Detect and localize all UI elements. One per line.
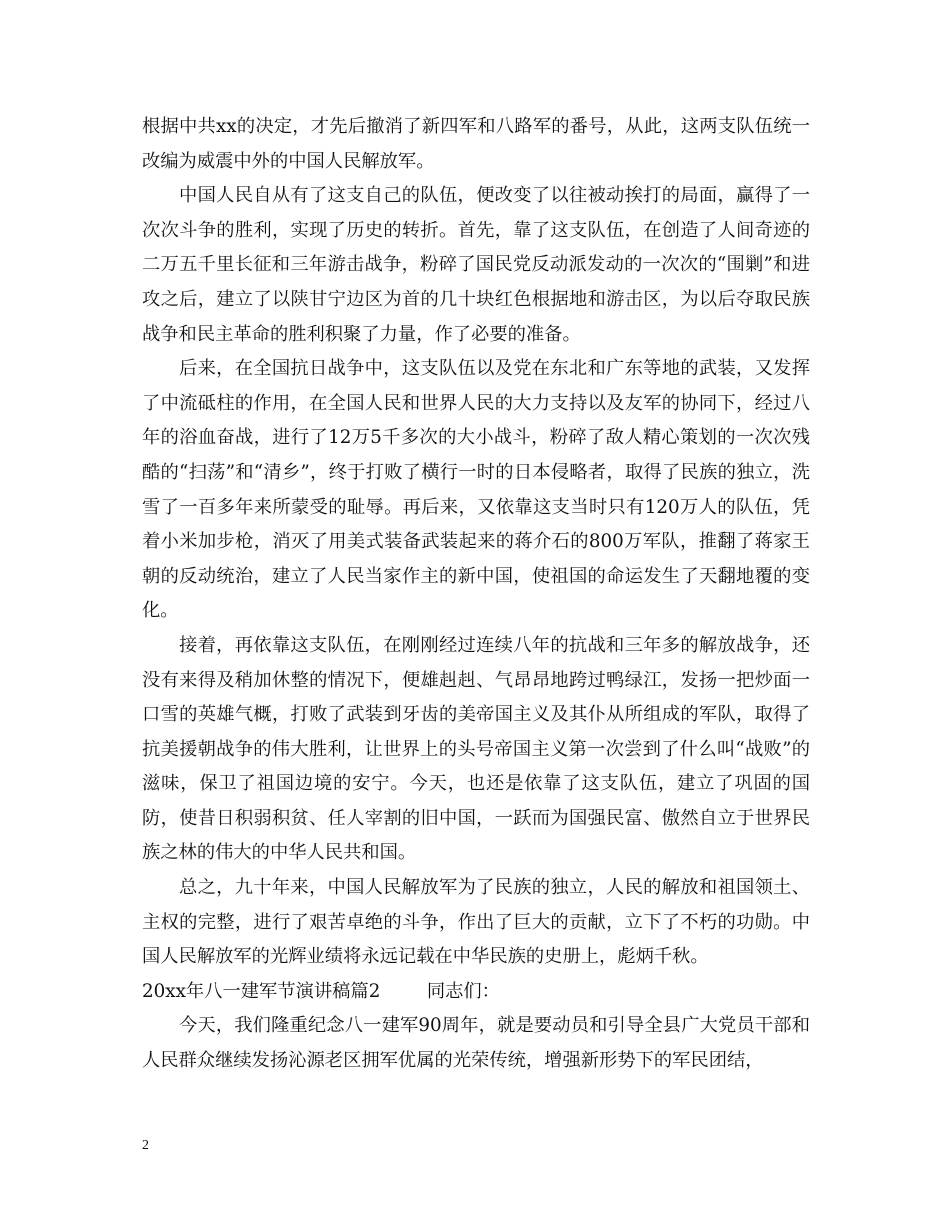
paragraph-decision: 根据中共xx的决定，才先后撤消了新四军和八路军的番号，从此，这两支队伍统一改编为威震中外的中国人民解放军。 — [142, 116, 810, 172]
paragraph-anti-japanese-war: 后来，在全国抗日战争中，这支队伍以及党在东北和广东等地的武装，又发挥了中流砥柱的作用，在全国人民和世界人民的大力支持以及友军的协同下，经过八年的浴血奋战，进行了12万5千多次的大小战斗，粉碎了敌人精心策划的一次次残酷的“扫荡”和“清乡”，终于打败了横行一时的日本侵略者，取得了民族的独立，洗雪了一百多年来所蒙受的耻辱。再后来，又依靠这支当时只有120万人的队伍，凭着小米加步枪，消灭了用美式装备武装起来的蒋介石的800万军队，推翻了蒋家王朝的反动统治，建立了人民当家作主的新中国，使祖国的命运发生了天翻地覆的变化。 — [142, 358, 810, 622]
paragraph-korean-war: 接着，再依靠这支队伍，在刚刚经过连续八年的抗战和三年多的解放战争，还没有来得及稍加休整的情况下，便雄赳赳、气昂昂地跨过鸭绿江，发扬一把炒面一口雪的英雄气概，打败了武装到牙齿的美帝国主义及其仆从所组成的军队，取得了抗美援朝战争的伟大胜利，让世界上的头号帝国主义第一次尝到了什么叫“战败”的滋味，保卫了祖国边境的安宁。今天，也还是依靠了这支队伍，建立了巩固的国防，使昔日积弱积贫、任人宰割的旧中国，一跃而为国强民富、傲然自立于世界民族之林的伟大的中华人民共和国。 — [142, 634, 810, 864]
document-body — [142, 110, 810, 1079]
paragraph-summary: 总之，九十年来，中国人民解放军为了民族的独立，人民的解放和祖国领土、主权的完整，进行了艰苦卓绝的斗争，作出了巨大的贡献，立下了不朽的功勋。中国人民解放军的光辉业绩将永远记载在中华民族的史册上，彪炳千秋。 — [142, 877, 810, 968]
section-heading-line — [142, 975, 810, 1010]
paragraph-commemoration: 今天，我们隆重纪念八一建军90周年，就是要动员和引导全县广大党员干部和人民群众继续发扬沁源老区拥军优属的光荣传统，增强新形势下的军民团结， — [142, 1015, 810, 1072]
paragraph-turning-point: 中国人民自从有了这支自己的队伍，便改变了以往被动挨打的局面，赢得了一次次斗争的胜利，实现了历史的转折。首先，靠了这支队伍，在创造了人间奇迹的二万五千里长征和三年游击战争，粉碎了国民党反动派发动的一次次的“围剿”和进攻之后，建立了以陕甘宁边区为首的几十块红色根据地和游击区，为以后夺取民族战争和民主革命的胜利积聚了力量，作了必要的准备。 — [142, 185, 810, 345]
section-heading: 20xx年八一建军节演讲稿篇2 — [142, 980, 381, 1002]
page-number: 2 — [142, 1138, 149, 1153]
heading-gap — [380, 981, 427, 1002]
salutation: 同志们： — [426, 980, 500, 1002]
